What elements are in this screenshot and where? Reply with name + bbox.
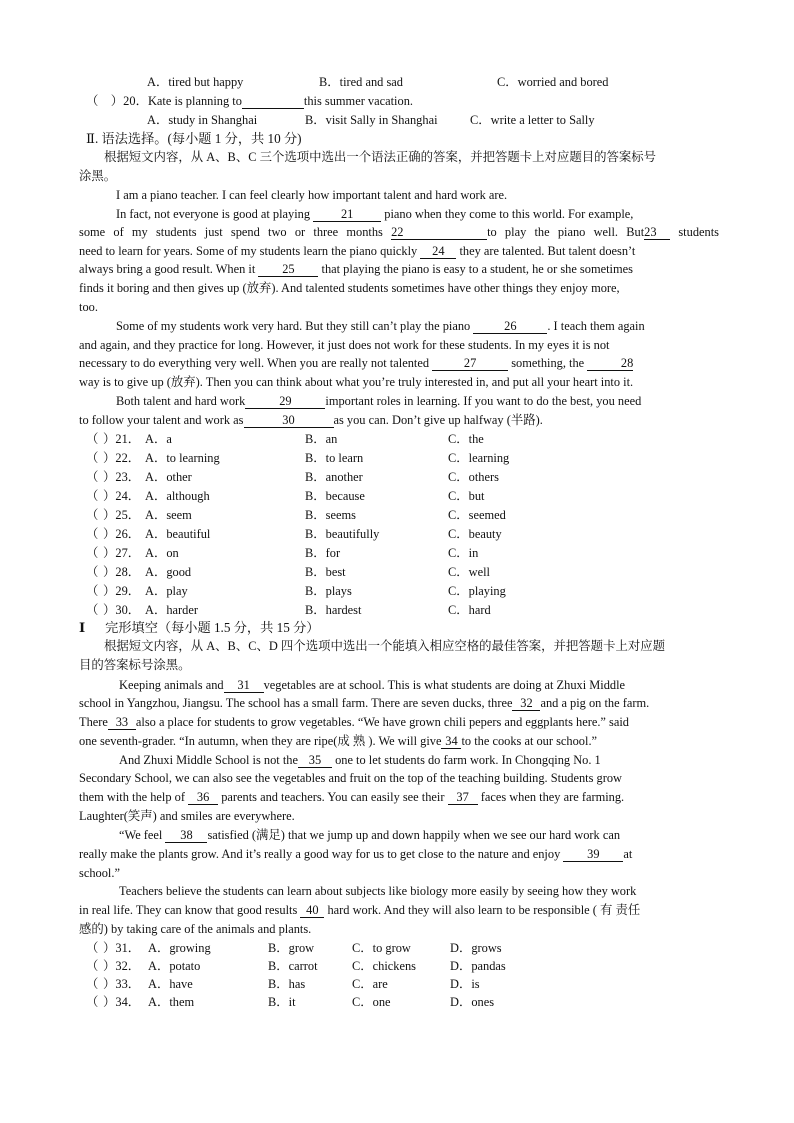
blank-25: 25 <box>258 263 318 277</box>
s2-passage-p3-line2: and again, and they practice for long. However, it just does not work for these students. In my eyes it is not <box>79 338 610 352</box>
s3-q32-option-b: B．carrot <box>268 959 318 973</box>
q20-option-b: B．visit Sally in Shanghai <box>305 113 438 127</box>
blank-35: 35 <box>298 754 332 768</box>
s2-q30-question-paren-open: （ <box>86 603 99 617</box>
q20-stem: （ ）20．Kate is planning to this summer vacation. <box>86 94 413 108</box>
s2-q27-question-number: ）27． <box>103 546 141 560</box>
s3-passage-p2-line2: Secondary School, we can also see the vegetables and fruit on the top of the teaching building. Students grow <box>79 771 622 785</box>
s2-q29-option-c: C．playing <box>448 584 506 598</box>
s2-q27-option-c: C．in <box>448 546 479 560</box>
s2-q23-question-paren-open: （ <box>86 470 99 484</box>
s2-q21-question-number: ）21． <box>103 432 141 446</box>
s3-q34-question-paren-open: （ <box>86 995 99 1009</box>
s3-q33-option-b: B．has <box>268 977 306 991</box>
q20-option-a: A．study in Shanghai <box>147 113 258 127</box>
s2-q21-option-c: C．the <box>448 432 484 446</box>
s2-q22-question-paren-open: （ <box>86 451 99 465</box>
s3-q34-question-number: ）34． <box>103 995 141 1009</box>
s2-q24-question-paren-open: （ <box>86 489 99 503</box>
s3-q33-question-number: ）33． <box>103 977 141 991</box>
section3-instruction-2: 目的答案标号涂黑。 <box>79 658 191 672</box>
s2-q21-question-paren-open: （ <box>86 432 99 446</box>
blank-28: 28 <box>587 357 633 371</box>
q19-option-c: C．worried and bored <box>497 75 609 89</box>
s3-q31-option-a: A．growing <box>148 941 211 955</box>
s2-q25-question-paren-open: （ <box>86 508 99 522</box>
blank-32: 32 <box>512 697 540 711</box>
section3-title-mark: Ⅰ <box>79 620 86 635</box>
blank-23: 23 <box>644 226 670 240</box>
s2-q29-option-b: B．plays <box>305 584 352 598</box>
s2-q25-option-b: B．seems <box>305 508 356 522</box>
s2-q26-option-a: A．beautiful <box>145 527 211 541</box>
section3-title: Ⅰ 完形填空（每小题 1.5 分，共 15 分） <box>79 620 320 635</box>
s2-q24-question-number: ）24． <box>103 489 141 503</box>
s2-q29-option-a: A．play <box>145 584 188 598</box>
s2-q22-option-a: A．to learning <box>145 451 220 465</box>
s3-q34-option-b: B．it <box>268 995 296 1009</box>
section3-instruction-1: 根据短文内容，从 A、B、C、D 四个选项中选出一个能填入相应空格的最佳答案，并把答题卡上对应题 <box>104 639 666 653</box>
s2-q26-question-number: ）26． <box>103 527 141 541</box>
s2-q28-question-number: ）28． <box>103 565 141 579</box>
s2-q24-option-b: B．because <box>305 489 365 503</box>
s2-passage-p3-line4: way is to give up (放弃). Then you can think about what you’re truly interested in, and put all your heart into it. <box>79 375 634 389</box>
s3-q32-option-a: A．potato <box>148 959 201 973</box>
blank-26: 26 <box>473 320 547 334</box>
s2-q23-question-number: ）23． <box>103 470 141 484</box>
s2-q21-option-b: B．an <box>305 432 338 446</box>
s2-q28-option-a: A．good <box>145 565 192 579</box>
s2-q26-option-c: C．beauty <box>448 527 502 541</box>
s3-q32-option-d: D．pandas <box>450 959 506 973</box>
q20-blank <box>242 95 304 109</box>
s2-q23-option-b: B．another <box>305 470 363 484</box>
s3-q31-question-paren-open: （ <box>86 941 99 955</box>
s3-passage-p1-line2: school in Yangzhou, Jiangsu. The school has a small farm. There are seven ducks, three 32 and a pig on the farm. <box>79 696 650 710</box>
q20-paren: （ ） <box>86 94 124 108</box>
s3-q33-question-paren-open: （ <box>86 977 99 991</box>
s2-q29-question-number: ）29． <box>103 584 141 598</box>
s2-passage-p2-line5: finds it boring and then gives up (放弃). And talented students sometimes have other things they enjoy more, <box>79 281 620 295</box>
s3-q33-option-a: A．have <box>148 977 193 991</box>
s2-q23-option-c: C．others <box>448 470 499 484</box>
s2-q27-option-a: A．on <box>145 546 179 560</box>
s2-passage-p2-line2: some of my students just spend two or three months 22 to play the piano well. But23 students <box>79 225 719 239</box>
section2-instruction-1: 根据短文内容，从 A、B、C 三个选项中选出一个语法正确的答案，并把答题卡上对应题目的答案标号 <box>104 150 657 164</box>
blank-39: 39 <box>563 848 623 862</box>
s3-q34-option-d: D．ones <box>450 995 495 1009</box>
s2-q23-option-a: A．other <box>145 470 192 484</box>
blank-38: 38 <box>165 829 207 843</box>
s3-passage-p2-line1: And Zhuxi Middle School is not the 35 one to let students do farm work. In Chongqing No. 1 <box>119 753 601 767</box>
blank-40: 40 <box>300 904 324 918</box>
s2-q24-option-c: C．but <box>448 489 485 503</box>
section2-title: Ⅱ. 语法选择。(每小题 1 分，共 10 分) <box>86 131 302 146</box>
s2-passage-p2-line4: always bring a good result. When it 25 that playing the piano is easy to a student, he or she sometimes <box>79 262 633 276</box>
s3-passage-p3-line2: really make the plants grow. And it’s really a good way for us to get close to the nature and enjoy 39 at <box>79 847 633 861</box>
s3-q34-option-c: C．one <box>352 995 391 1009</box>
s3-passage-p1-line1: Keeping animals and 31 vegetables are at school. This is what students are doing at Zhuxi Middle <box>119 678 626 692</box>
s3-passage-p3-line3: school.” <box>79 866 120 880</box>
s2-q28-option-b: B．best <box>305 565 346 579</box>
s2-q27-option-b: B．for <box>305 546 341 560</box>
s2-q30-question-number: ）30． <box>103 603 141 617</box>
s2-q22-question-number: ）22． <box>103 451 141 465</box>
s2-q30-option-b: B．hardest <box>305 603 362 617</box>
s3-q32-option-c: C．chickens <box>352 959 417 973</box>
blank-34: 34 <box>441 735 461 749</box>
s2-passage-p2-line6: too. <box>79 300 98 314</box>
s3-passage-p4-line2: in real life. They can know that good results 40 hard work. And they will also learn to be responsible ( 有 责任 <box>79 903 641 917</box>
q20-option-c: C．write a letter to Sally <box>470 113 595 127</box>
s3-passage-p4-line3: 感的) by taking care of the animals and plants. <box>79 922 312 936</box>
s2-q25-question-number: ）25． <box>103 508 141 522</box>
s2-q29-question-paren-open: （ <box>86 584 99 598</box>
section2-instruction-2: 涂黑。 <box>79 169 117 183</box>
s2-q26-option-b: B．beautifully <box>305 527 380 541</box>
blank-33: 33 <box>108 716 136 730</box>
blank-29: 29 <box>245 395 325 409</box>
s2-q27-question-paren-open: （ <box>86 546 99 560</box>
blank-21: 21 <box>313 208 381 222</box>
blank-22: 22 <box>391 226 487 240</box>
blank-36: 36 <box>188 791 218 805</box>
s3-q32-question-number: ）32． <box>103 959 141 973</box>
blank-30: 30 <box>244 414 334 428</box>
s2-q30-option-c: C．hard <box>448 603 491 617</box>
q19-option-b: B．tired and sad <box>319 75 403 89</box>
s3-passage-p4-line1: Teachers believe the students can learn about subjects like biology more easily by seeing how they work <box>119 884 637 898</box>
s2-q22-option-b: B．to learn <box>305 451 364 465</box>
s3-q33-option-c: C．are <box>352 977 388 991</box>
s2-passage-p4-line1: Both talent and hard work 29 important roles in learning. If you want to do the best, you need <box>116 394 642 408</box>
s2-passage-p2-line1: In fact, not everyone is good at playing 21 piano when they come to this world. For example, <box>116 207 634 221</box>
s2-q26-question-paren-open: （ <box>86 527 99 541</box>
s3-q31-option-c: C．to grow <box>352 941 411 955</box>
s3-passage-p2-line4: Laughter(笑声) and smiles are everywhere. <box>79 809 295 823</box>
s3-passage-p3-line1: “We feel 38 satisfied (满足) that we jump up and down happily when we see our hard work can <box>119 828 621 842</box>
s2-passage-p4-line2: to follow your talent and work as 30 as you can. Don’t give up halfway (半路). <box>79 413 543 427</box>
s2-passage-p2-line3: need to learn for years. Some of my students learn the piano quickly 24 they are talented. But talent doesn’t <box>79 244 636 258</box>
blank-27: 27 <box>432 357 508 371</box>
s2-passage-p1: I am a piano teacher. I can feel clearly how important talent and hard work are. <box>116 188 508 202</box>
s2-q22-option-c: C．learning <box>448 451 510 465</box>
s2-q28-option-c: C．well <box>448 565 490 579</box>
s3-q31-question-number: ）31． <box>103 941 141 955</box>
s3-passage-p2-line3: them with the help of 36 parents and teachers. You can easily see their 37 faces when they are farming. <box>79 790 625 804</box>
q19-option-a: A．tired but happy <box>147 75 244 89</box>
s3-q31-option-b: B．grow <box>268 941 315 955</box>
s2-q25-option-c: C．seemed <box>448 508 506 522</box>
s2-q24-option-a: A．although <box>145 489 210 503</box>
s2-passage-p3-line1: Some of my students work very hard. But they still can’t play the piano 26 . I teach them again <box>116 319 645 333</box>
s2-q21-option-a: A．a <box>145 432 172 446</box>
s2-q30-option-a: A．harder <box>145 603 198 617</box>
blank-31: 31 <box>224 679 264 693</box>
s3-passage-p1-line4: one seventh-grader. “In autumn, when they are ripe(成 熟 ). We will give 34 to the cooks at our school.” <box>79 734 598 748</box>
blank-37: 37 <box>448 791 478 805</box>
s3-q32-question-paren-open: （ <box>86 959 99 973</box>
s3-q34-option-a: A．them <box>148 995 195 1009</box>
s3-q33-option-d: D．is <box>450 977 480 991</box>
s3-passage-p1-line3: There 33 also a place for students to grow vegetables. “We have grown chili pepers and eggplants here.” said <box>79 715 629 729</box>
s2-q28-question-paren-open: （ <box>86 565 99 579</box>
s2-q25-option-a: A．seem <box>145 508 192 522</box>
s3-q31-option-d: D．grows <box>450 941 502 955</box>
blank-24: 24 <box>420 245 456 259</box>
s2-passage-p3-line3: necessary to do everything very well. When you are really not talented 27 something, the 28 <box>79 356 634 370</box>
